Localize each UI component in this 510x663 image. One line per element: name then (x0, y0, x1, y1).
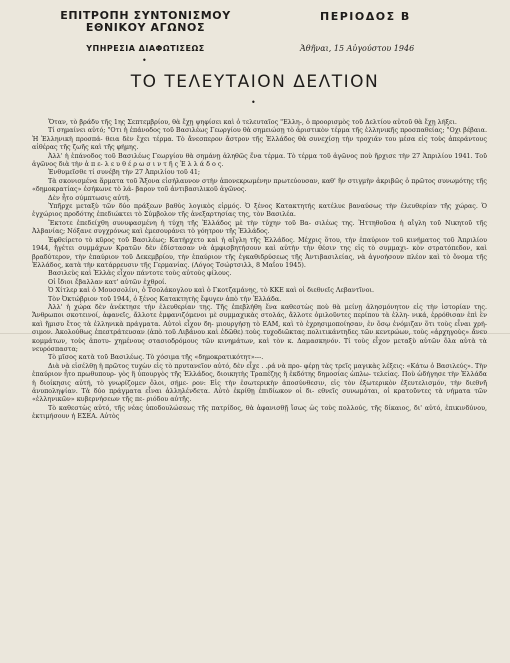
period-label: ΠΕΡΙΟΔΟΣ Β (320, 10, 411, 23)
paragraph-1: Ὅταν, τὸ βράδυ τῆς 1ης Σεπτεμβρίου, θὰ ἔχῃ ψηφίσει καὶ ὁ τελευταῖος "Ελλη-, ὁ προορισμὸς τοῦ Δελτίου αὐτοῦ θὰ ἔχῃ λήξει. (48, 118, 457, 126)
paper-fold-line (0, 333, 510, 334)
paragraph-15: Τὸ μῖσος κατὰ τοῦ Βασιλέως. Τὸ χόσιμα τῆς «δημοκρατικότητ»---. (48, 353, 264, 362)
paragraph-16: Διὰ νὰ εἰσέλθῃ ἡ πρῶτος τυχὼν εἰς τὸ πρυτανεῖον αὐτό, δὲν εἶχε . .ρά νὰ προ- φέρῃ τὰς τρεῖς μαγικὰς λέξεις: «Κάτω ὁ Βασιλεύς». Τὴν ἐπαύριον ἦτο πρωθυπουρ- γὸς ἢ ὑπουργὸς τῆς Ἑλλάδος, διοικητὴς Τραπέζης ἢ ἐκδότης δημοσίας ὡπλω- τελείας. Ποὺ ὡδήγησε τὴν Ἑλλάδα ἡ διοίκησις αὐτή, τὸ γνωρίζομεν ὅλοι, σήμε- ρον: Εἰς τὴν ἐσωτερικὴν ἀποσύνθεσιν, εἰς τὸν ἐξωτερικὸν ἐξευτελισμόν, τὴν διεθνῆ ἀνυποληψίαν. Τὰ δύο πράγματα εἶναι ἀλληλένδετα. Αὐτὸ ἐκρίθῃ ἐπιδίωκον οἱ δι- εθνεῖς συνωμόται, οἱ κρατοῦντες τὰ νήματα τῶν «ἑλληνικῶν» κυβερνήσεων τῆς πε- ριόδου αὐτῆς. (32, 361, 487, 404)
paragraph-8: Ἔκτοτε ἐπεδείχθη συνυφασμένη ἡ τύχη τῆς Ἑλλάδος μὲ τὴν τύχην τοῦ Βα- σιλέως της. Ἡττηθοῦσα ἡ αἴγλη τοῦ Νικητοῦ τῆς Ἀλβανίας; Νόξανε συγχρόνως καὶ ἐμεσουράνει τὸ γόητρον τῆς Ἑλλάδος. (32, 218, 487, 236)
service-name: ΥΠΗΡΕΣΙΑ ΔΙΑΦΩΤΙΣΕΩΣ (86, 44, 205, 53)
paragraph-7: Ὑπῆρχε μεταξὺ τῶν δύο πράξεων βαθὺς λογικὸς εἱρμός. Ὁ ξένος Κατακτητής κατέλυε βαναύσως τὴν ἐλευθερίαν τῆς χώρας. Ὁ ἐγχώριος προδότης ἐπεδιώκτει τὸ Σύμβολον τῆς ἀνεξαρτησίας της, τὸν Βασιλέα. (32, 202, 487, 219)
title-bullet: • (251, 98, 256, 107)
committee-line-2: ΕΘΝΙΚΟΥ ΑΓΩΝΟΣ (85, 21, 206, 34)
paragraph-11: Οἱ ἴδιοι ἔβαλλαν κατ' αὐτῶν ἐχθροί. (48, 277, 167, 286)
document-body (32, 118, 487, 421)
paragraph-3: Ἀλλ' ἡ ἐπάνοδος τοῦ Βασιλέως Γεωργίου θὰ σημάνῃ ἀληθῶς ἕνα τέρμα. Τὸ τέρμα τοῦ ἀγῶνος ποὺ ἤρχισε τὴν 27 Ἀπριλίου 1941. Τοῦ ἀγῶνος διὰ τὴν ἀ π ε- λ ε υ θ έ ρ ω σ ι ν τ ῆ ς Ἑ λ λ ά δ ο ς. (32, 151, 487, 169)
header-bullet: • (142, 56, 147, 65)
paragraph-10: Βασιλεὺς καὶ Ἑλλὰς εἶχον πάντοτε τοὺς αὐτοὺς φίλους. (48, 269, 232, 278)
paragraph-4: Ἐνθυμεῖσθε τί συνέβη τὴν 27 Ἀπριλίου τοῦ 41; (48, 168, 201, 177)
committee-line-1: ΕΠΙΤΡΟΠΗ ΣΥΝΤΟΝΙΣΜΟΥ (60, 9, 231, 22)
document-title: ΤΟ ΤΕΛΕΥΤΑΙΟΝ ΔΕΛΤΙΟΝ (130, 72, 380, 92)
issue-date: Ἀθῆναι, 15 Αὐγούστου 1946 (300, 44, 415, 53)
paragraph-9: Ἐφθείρετο τὸ κῦρος τοῦ Βασιλέως; Κατήρχετο καὶ ἡ αἴγλη τῆς Ἑλλάδος. Μέχρις ὅτου, τὴν ἐπαύριον τοῦ κινήματος τοῦ Ἀπριλίου 1944, ἤγέτει συμμάχων Κρατῶν δὲν ἐδίστασαν νὰ ἀμφισβητήσουν καὶ αὐτὴν τὴν θέσιν της εἰς τὸ συμμαχι- κὸν στρατόπεδον, καὶ βραδύτερον, τὴν ἐπαύριον τοῦ Δεκεμβρίου, τὴν ἐπαύριον τῆς ἐγκαθιδρύσεως τῆς Ἀντιβασιλείας, νὰ ἀγνοήσουν πλέον καὶ τὸ ὄνομα τῆς Ἑλλάδος, κατὰ τὴν κατάρρευσιν τῆς Γερμανίας. (Λόγος Τσώρτσιλλ, 8 Μαΐου 1945). (32, 235, 487, 269)
paragraph-13: Τὸν Ὀκτώβριον τοῦ 1944, ὁ ξένος Κατακτητὴς ἔφυγεν ἀπὸ τὴν Ἑλλάδα. (48, 294, 282, 303)
paragraph-14: Ἀλλ' ἡ χώρα δὲν ἀνέκτησε τὴν ἐλευθερίαν της. Τῆς ἐπεβλήθη ἕνα καθεστὼς ποὺ θὰ μείνῃ ἀλησμόνητον εἰς τὴν ἱστορίαν της. Ἄνθρωποι σκοτεινοί, ἀφανεῖς, ἄλλοτε ἐμφανιζόμενοι μὲ συμμαχικὰς στολάς, ἄλλοτε ὁμιλοῦντες περίπου τὰ ἑλλη- νικά, ἐρρόθισαν ἐπὶ ἓν καὶ ἥμισυ ἔτος τὰ ἑλληνικὰ πράγματα. Αὐτοὶ εἶχον δη- μιουργήσῃ τὸ ΕΑΜ, καὶ τὸ ἐχρησιμοποίησαν, ἐν ὅσῳ ἐνόμιζαν ὅτι τοὺς εἶναι χρή- σιμον. Ἀκολούθως ἐπεστράτευσαν (ἀπὸ τοῦ Λιβάνου καὶ ἐδῶθε) τοὺς τυχοδιῶκτας πολιτικάντηδες τῶν κεντρώων, τοὺς «ἀρχηγοὺς» ἄνευ κομμάτων, τοὺς ἀποτυ- χημένους στασιοδρόμους τῶν κινημάτων, καὶ τὸν κ. Δαμασκηνόν. Τί τοὺς εἶχον μεταξὺ αὐτῶν ὅλα αὐτὰ τὰ νευρόσπαστα; (32, 302, 487, 353)
paragraph-12: Ὁ Χίτλερ καὶ ὁ Μουσσολίνι, ὁ Τσολάκογλου καὶ ὁ Γκοτζαμάνης, τὸ ΚΚΕ καὶ οἱ διεθνεῖς Λεβαντῖνοι. (48, 286, 375, 295)
paragraph-6: Δὲν ἦτο σύμπτωσις αὐτή. (48, 193, 131, 202)
paragraph-2: Τί σημαίνει αὐτό; "Οτι ἡ ἐπάνοδος τοῦ Βασιλέως Γεωργίου θὰ σημειώσῃ τὸ ἀριστικὸν τέρμα τῆς ἑλληνικῆς προσπαθείας; "Οχι βέβαια. Ἡ Ἑλληνικὴ προσπά- θεια δὲν ἔχει τέρμα. Τὸ ἄνεσπερον ἄστρον τῆς Ἑλλάδος θὰ συνεχίσῃ τὴν τροχιάν του μέσα εἰς τοὺς ἀπεράντους αἰθέρας τῆς ζωῆς καὶ τῆς φήμης. (32, 126, 487, 152)
paragraph-5: Τὰ σκονισμένα ἅρματα τοῦ Ἄξονα εἰσήλαυνον στὴν ἀπονεκρωμένην πρωτεύουσαν, καθ' ἣν στιγμὴν ἀκριβῶς ὁ πρῶτος συνωμότης τῆς «δημοκρατίας» ἐσήκωνε τὸ λά- βαρον τοῦ ἀντιβασιλικοῦ ἀγῶνος. (32, 176, 487, 194)
committee-heading (58, 10, 233, 34)
paragraph-17: Τὸ καθεστὼς αὐτό, τῆς νέας ὑποδουλώσεως τῆς πατρίδος, θὰ ἀφανισθῇ ἴσως ὡς τοὺς πολλούς, τῆς δίκαιος, δι' αὐτό, ἐπικινδύνου, ἐκτιμήσουν ἡ ΕΣΕΑ. Αὐτὸς (32, 403, 487, 421)
